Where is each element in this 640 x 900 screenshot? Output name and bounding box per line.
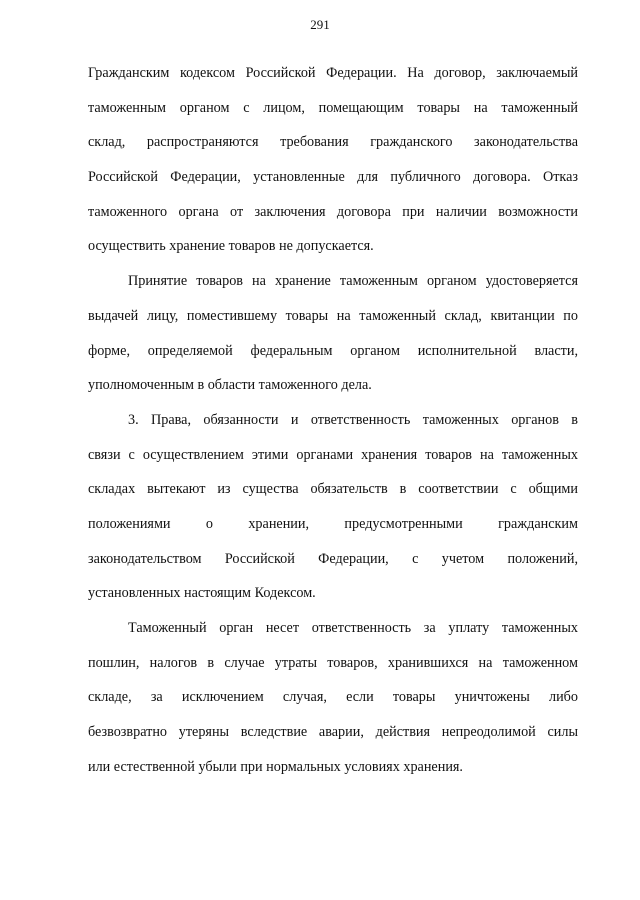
paragraph-3 bbox=[88, 403, 578, 611]
text-line: положениями о хранении, предусмотренными гражданским bbox=[88, 515, 578, 532]
page-number: 291 bbox=[310, 17, 330, 32]
paragraph-4 bbox=[88, 611, 578, 784]
text-line: выдачей лицу, поместившему товары на таможенный склад, квитанции по bbox=[88, 307, 578, 324]
text-line: пошлин, налогов в случае утраты товаров, хранившихся на таможенном bbox=[88, 654, 578, 671]
text-line: Российской Федерации, установленные для публичного договора. Отказ bbox=[88, 169, 578, 186]
text-line: 3. Права, обязанности и ответственность таможенных органов в bbox=[128, 411, 578, 428]
text-line: безвозвратно утеряны вследствие аварии, действия непреодолимой силы bbox=[88, 724, 578, 741]
text-line: форме, определяемой федеральным органом исполнительной власти, bbox=[88, 342, 578, 359]
text-line: осуществить хранение товаров не допускается. bbox=[88, 238, 374, 255]
text-line: таможенным органом с лицом, помещающим товары на таможенный bbox=[88, 99, 578, 116]
text-line: таможенного органа от заключения договора при наличии возможности bbox=[88, 203, 578, 220]
text-line: связи с осуществлением этими органами хранения товаров на таможенных bbox=[88, 446, 578, 463]
text-line: уполномоченным в области таможенного дела. bbox=[88, 377, 372, 394]
text-line: установленных настоящим Кодексом. bbox=[88, 585, 316, 602]
paragraph-1 bbox=[88, 56, 578, 264]
text-line: Принятие товаров на хранение таможенным органом удостоверяется bbox=[128, 273, 578, 290]
text-line: или естественной убыли при нормальных условиях хранения. bbox=[88, 758, 463, 775]
paragraph-2 bbox=[88, 264, 578, 403]
text-line: склад, распространяются требования гражданского законодательства bbox=[88, 134, 578, 151]
text-line: Таможенный орган несет ответственность за уплату таможенных bbox=[128, 620, 578, 636]
text-line: законодательством Российской Федерации, с учетом положений, bbox=[88, 550, 578, 567]
document-body bbox=[88, 56, 578, 784]
text-line: складе, за исключением случая, если товары уничтожены либо bbox=[88, 689, 578, 706]
text-line: Гражданским кодексом Российской Федерации. На договор, заключаемый bbox=[88, 65, 578, 81]
text-line: складах вытекают из существа обязательств в соответствии с общими bbox=[88, 481, 578, 498]
